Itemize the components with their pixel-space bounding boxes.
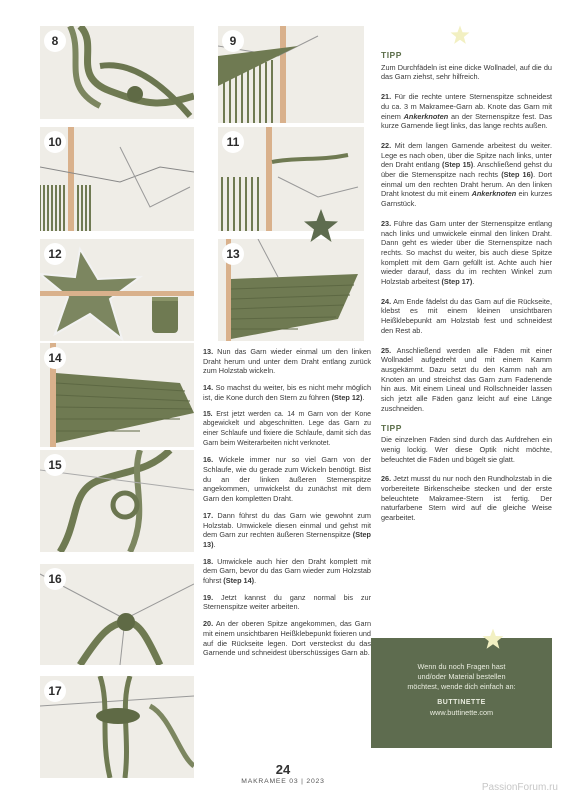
step-13-text: 13. Nun das Garn wieder einmal um den linken Draht herum und unter dem Draht entlang zurück zum Holzstab wickeln. — [203, 347, 371, 376]
step-photo-8 — [40, 26, 194, 119]
brand-url[interactable]: www.buttinette.com — [429, 708, 494, 718]
tip-heading: TIPP — [381, 50, 402, 60]
step-badge: 12 — [44, 243, 66, 265]
step-15-text: 15. Erst jetzt werden ca. 14 m Garn von der Kone abgewickelt und abgeschnitten. Lege das Garn zu einer Schlaufe und fixiere die Schlaufe, damit sich das Garn beim Weiterarbeiten nicht verknotet. — [203, 410, 372, 447]
step-14-text: 14. So machst du weiter, bis es nicht mehr möglich ist, die Kone durch den Stern zu führen (Step 12). — [203, 383, 371, 402]
step-23-text: 23. Führe das Garn unter der Sternenspitze entlang nach links und umwickele einmal den linken Draht. Dann geht es wieder über die Sternenspitze nach rechts. So machst du weiter, bis auch diese Spitze komplett mit dem Garn gefüllt ist. Achte auch hier wieder darauf, dass du im rechten Winkel zum Holzstab arbeitest (Step 17). — [381, 218, 553, 287]
step-badge: 15 — [44, 454, 66, 476]
step-photo-9 — [218, 26, 364, 123]
info-line: Wenn du noch Fragen hast — [417, 662, 506, 671]
instructions-right-column — [381, 51, 552, 530]
brand-name: BUTTINETTE — [437, 699, 486, 707]
step-17-text: 17. Dann führst du das Garn wie gewohnt zum Holzstab. Umwickele diesen einmal und gehst mit dem Garn zur rechten äußeren Sternenspitze (Step 13). — [203, 510, 372, 549]
step-badge: 9 — [222, 30, 244, 52]
step-26-text: 26. Jetzt musst du nur noch den Rundholzstab in die vorbereitete Birkenscheibe stecken und der erste beleuchtete Makramee-Stern ist fertig. Der naturfarbene Stern wird auf die gleiche Weise gearbeitet. — [381, 474, 552, 523]
step-22-text: 22. Mit dem langen Garnende arbeitest du weiter. Lege es nach oben, über die Spitze nach links, unter den Draht entlang (Step 15). Anschließend gehst du über die Sternenspitze nach rechts (Step 16). Dort einmal um den rechten Draht herum. An den linken Draht knotest du mit einem Ankerknoten ein kurzes Garnstück. — [381, 140, 553, 209]
star-icon — [450, 25, 470, 45]
instructions-middle-column — [203, 347, 371, 665]
step-badge: 17 — [44, 680, 66, 702]
step-21-text: 21. Für die rechte untere Sternenspitze schneidest du ca. 3 m Makramee-Garn ab. Knote das Garn mit einem Ankerknoten an der Sternenspitze fest. Das kurze Garnende liegt links, das lange rechts außen. — [381, 92, 553, 131]
step-photo-13 — [218, 239, 364, 341]
step-badge: 11 — [222, 131, 244, 153]
step-16-text: 16. Wickele immer nur so viel Garn von der Schlaufe, wie du gerade zum Wickeln benötigt. Bist du an der linken äußeren Sternenspitze angekommen, umwickelst du zunächst mit dem Garn den kompletten Draht. — [203, 455, 371, 504]
step-19-text: 19. Jetzt kannst du ganz normal bis zur Sternenspitze weiter arbeiten. — [203, 592, 371, 612]
star-icon — [482, 628, 504, 650]
watermark: PassionForum.ru — [481, 782, 558, 793]
step-badge: 13 — [222, 243, 244, 265]
step-photo-14 — [40, 343, 194, 447]
step-24-text: 24. Am Ende fädelst du das Garn auf die Rückseite, klebst es mit einem kleinen unsichtbaren Heißklebepunkt am Holzstab fest und schneidest den Rest ab. — [381, 296, 552, 335]
step-photo-15 — [40, 450, 194, 552]
tip-text: Die einzelnen Fäden sind durch das Aufdrehen ein wenig lockig. Wer diese Optik nicht möchte, befeuchtet die Fäden und bügelt sie glatt. — [381, 435, 552, 464]
star-icon — [303, 208, 339, 244]
step-badge: 10 — [44, 131, 66, 153]
step-photo-12 — [40, 239, 194, 341]
step-photo-11 — [218, 127, 364, 231]
magazine-issue: MAKRAMEE 03 | 2023 — [241, 778, 325, 785]
step-photo-10 — [40, 127, 194, 231]
step-25-text: 25. Anschließend werden alle Fäden mit einer Wollnadel aufgedreht und mit einem Kamm ausgekämmt. Dazu setzt du den Kamm nah am Knoten an und streichst das Garn zum Fadenende hin aus. Mit einem Lineal und Rollschneider lassen sich jetzt alle Fäden ganz leicht auf eine Länge zuschneiden. — [381, 345, 552, 413]
step-20-text: 20. An der oberen Spitze angekommen, das Garn mit einem unsichtbaren Heißklebepunkt fixieren und auf die Rückseite legen. Dort versteckst du das Garnende und schneidest überschüssiges Garn ab. — [203, 619, 372, 658]
step-photo-16 — [40, 564, 194, 665]
page-number: 24 — [275, 762, 291, 777]
tip-heading: TIPP — [381, 422, 402, 433]
step-badge: 16 — [44, 568, 66, 590]
contact-info-box — [371, 638, 552, 748]
info-line: möchtest, wende dich einfach an: — [407, 681, 516, 691]
step-18-text: 18. Umwickele auch hier den Draht komplett mit dem Garn, bevor du das Garn wieder zum Holzstab führst (Step 14). — [203, 556, 372, 586]
step-badge: 14 — [44, 347, 66, 369]
info-line: und/oder Material bestellen — [417, 671, 506, 681]
step-badge: 8 — [44, 30, 66, 52]
tip-text: Zum Durchfädeln ist eine dicke Wollnadel, auf die du das Garn ziehst, sehr hilfreich. — [381, 62, 552, 82]
